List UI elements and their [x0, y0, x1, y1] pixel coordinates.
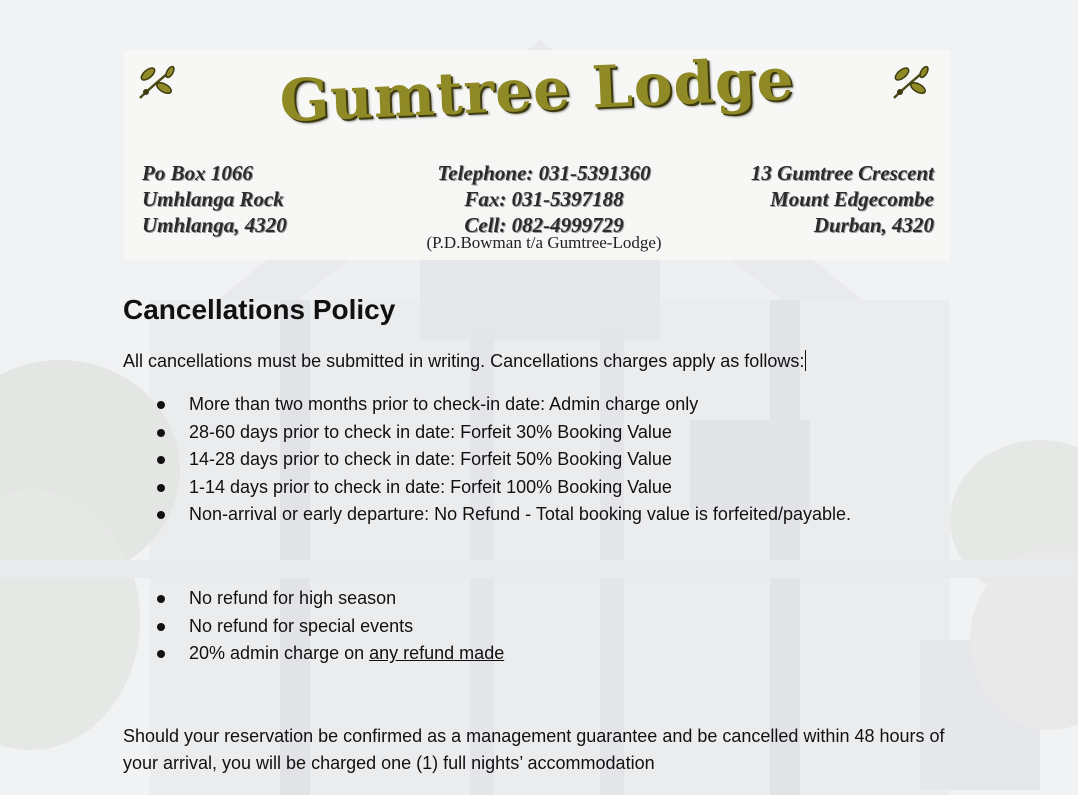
bullet-icon [157, 511, 165, 519]
address-line: Po Box 1066 [142, 161, 253, 185]
list-item-text: No refund for high season [189, 588, 397, 608]
contact-numbers [394, 160, 694, 238]
postal-address [142, 160, 287, 238]
address-line: Mount Edgecombe [770, 187, 934, 211]
street-address [751, 160, 934, 238]
list-item-text: 28-60 days prior to check in date: Forfeit 30% Booking Value [189, 421, 672, 442]
list-item-text: 14-28 days prior to check in date: Forfeit 50% Booking Value [189, 449, 672, 470]
address-line: Durban, 4320 [813, 213, 934, 237]
list-item-text: Non-arrival or early departure: No Refund - Total booking value is forfeited/payable. [189, 504, 852, 525]
cancellation-charges-list [123, 391, 851, 529]
lodge-logo-title: Gumtree Lodge [278, 44, 796, 136]
list-item-text: More than two months prior to check-in date: Admin charge only [189, 394, 699, 414]
list-item [123, 613, 504, 641]
bullet-icon [157, 595, 165, 603]
telephone: Telephone: 031-5391360 [437, 161, 651, 185]
list-item [123, 391, 851, 419]
address-line: Umhlanga, 4320 [142, 213, 287, 237]
fax: Fax: 031-5397188 [464, 187, 624, 211]
bullet-icon [157, 456, 165, 464]
bullet-icon [157, 623, 165, 631]
address-line: 13 Gumtree Crescent [750, 161, 934, 185]
refund-rules-list [123, 585, 504, 668]
bullet-icon [157, 429, 165, 437]
address-line: Umhlanga Rock [142, 187, 284, 211]
bullet-icon [157, 650, 165, 658]
list-item-text: 1-14 days prior to check in date: Forfeit 100% Booking Value [189, 476, 672, 497]
intro-paragraph[interactable] [123, 350, 806, 372]
intro-text: All cancellations must be submitted in writing. Cancellations charges apply as follows: [123, 351, 805, 371]
bullet-icon [157, 484, 165, 492]
list-item [123, 640, 504, 668]
cell: Cell: 082-4999729 [464, 213, 624, 237]
list-item [123, 419, 851, 447]
list-item [123, 446, 851, 474]
list-item-text: 20% admin charge on [189, 643, 370, 664]
page-title: Cancellations Policy [123, 294, 396, 325]
list-item [123, 501, 851, 529]
bullet-icon [157, 401, 165, 409]
list-item [123, 585, 504, 613]
letterhead [124, 44, 950, 260]
trading-as: (P.D.Bowman t/a Gumtree-Lodge) [426, 233, 662, 252]
underlined-text: any refund made [369, 643, 505, 664]
guarantee-paragraph: Should your reservation be confirmed as a management guarantee and be cancelled within 48 hours of your arrival, you will be charged one (1) full nights’ accommodation [123, 726, 945, 773]
text-cursor [805, 350, 806, 371]
list-item-text: No refund for special events [189, 615, 414, 636]
list-item [123, 474, 851, 502]
